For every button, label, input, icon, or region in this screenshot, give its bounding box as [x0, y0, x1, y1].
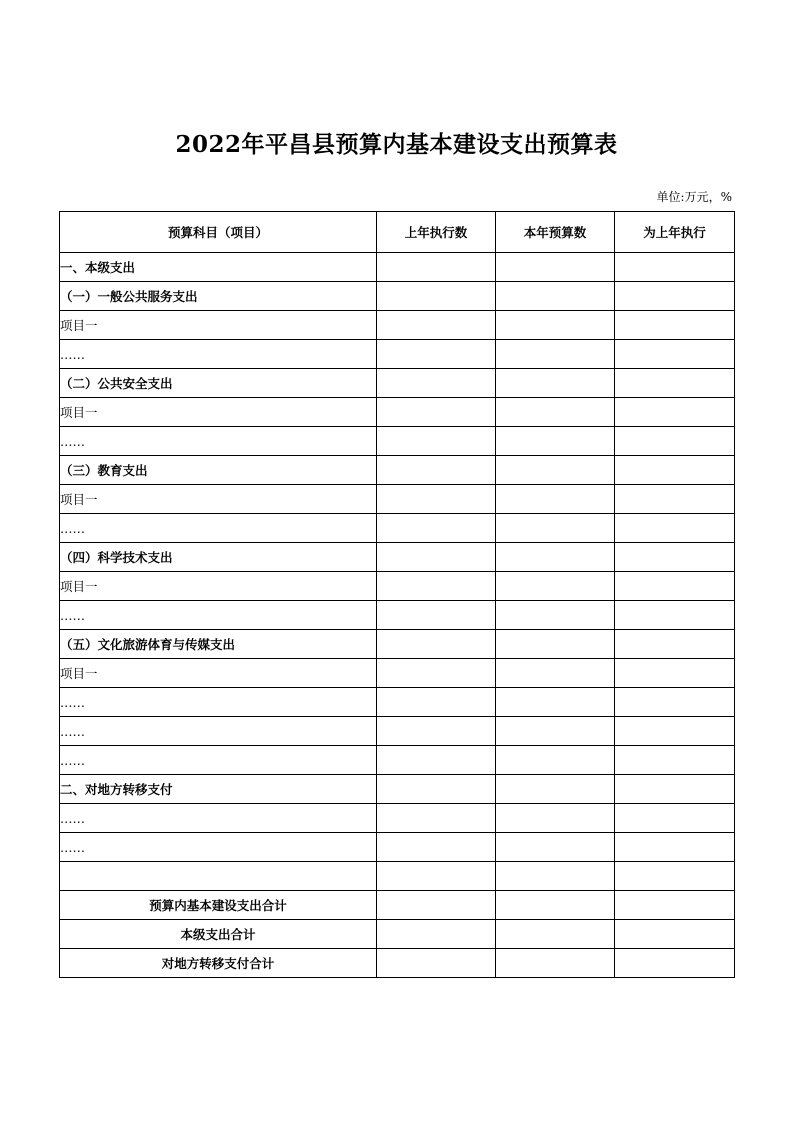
row-label: 本级支出合计	[60, 920, 377, 949]
this-year-cell	[496, 601, 615, 630]
this-year-cell	[496, 804, 615, 833]
table-row	[60, 746, 735, 775]
ratio-cell	[615, 833, 735, 862]
last-year-cell	[377, 630, 496, 659]
unit-label: 单位:万元，%	[656, 190, 732, 204]
ratio-cell	[615, 949, 735, 978]
row-label: ……	[60, 804, 377, 833]
this-year-cell	[496, 311, 615, 340]
table-row	[60, 630, 735, 659]
ratio-cell	[615, 369, 735, 398]
ratio-cell	[615, 717, 735, 746]
this-year-cell	[496, 688, 615, 717]
table-row	[60, 833, 735, 862]
last-year-cell	[377, 427, 496, 456]
table-row	[60, 688, 735, 717]
last-year-cell	[377, 543, 496, 572]
table-row	[60, 398, 735, 427]
last-year-cell	[377, 601, 496, 630]
last-year-cell	[377, 804, 496, 833]
table-row	[60, 601, 735, 630]
row-label: ……	[60, 833, 377, 862]
ratio-cell	[615, 572, 735, 601]
column-header-this-year: 本年预算数	[496, 212, 615, 253]
row-label: ……	[60, 340, 377, 369]
this-year-cell	[496, 398, 615, 427]
row-label: （三）教育支出	[60, 456, 377, 485]
row-label: ……	[60, 746, 377, 775]
table-row	[60, 949, 735, 978]
ratio-cell	[615, 427, 735, 456]
last-year-cell	[377, 775, 496, 804]
last-year-cell	[377, 398, 496, 427]
row-label: （一）一般公共服务支出	[60, 282, 377, 311]
this-year-cell	[496, 485, 615, 514]
table-row	[60, 514, 735, 543]
table-row	[60, 891, 735, 920]
row-label: ……	[60, 601, 377, 630]
row-label: （四）科学技术支出	[60, 543, 377, 572]
ratio-cell	[615, 543, 735, 572]
table-row	[60, 456, 735, 485]
row-label: 一、本级支出	[60, 253, 377, 282]
table-row	[60, 804, 735, 833]
this-year-cell	[496, 833, 615, 862]
this-year-cell	[496, 572, 615, 601]
budget-table	[59, 211, 735, 978]
table-row	[60, 543, 735, 572]
ratio-cell	[615, 920, 735, 949]
ratio-cell	[615, 253, 735, 282]
last-year-cell	[377, 311, 496, 340]
this-year-cell	[496, 369, 615, 398]
this-year-cell	[496, 543, 615, 572]
page-title: 2022年平昌县预算内基本建设支出预算表	[175, 131, 618, 158]
last-year-cell	[377, 862, 496, 891]
row-label: ……	[60, 514, 377, 543]
column-header-ratio: 为上年执行	[615, 212, 735, 253]
row-label: 项目一	[60, 572, 377, 601]
table-row	[60, 775, 735, 804]
last-year-cell	[377, 369, 496, 398]
column-header-last-year: 上年执行数	[377, 212, 496, 253]
last-year-cell	[377, 891, 496, 920]
ratio-cell	[615, 485, 735, 514]
this-year-cell	[496, 717, 615, 746]
last-year-cell	[377, 920, 496, 949]
ratio-cell	[615, 891, 735, 920]
last-year-cell	[377, 949, 496, 978]
table-row	[60, 572, 735, 601]
last-year-cell	[377, 340, 496, 369]
ratio-cell	[615, 775, 735, 804]
table-row	[60, 253, 735, 282]
last-year-cell	[377, 485, 496, 514]
table-row	[60, 717, 735, 746]
last-year-cell	[377, 253, 496, 282]
this-year-cell	[496, 775, 615, 804]
ratio-cell	[615, 746, 735, 775]
this-year-cell	[496, 340, 615, 369]
last-year-cell	[377, 717, 496, 746]
last-year-cell	[377, 282, 496, 311]
row-label: 预算内基本建设支出合计	[60, 891, 377, 920]
row-label: （五）文化旅游体育与传媒支出	[60, 630, 377, 659]
ratio-cell	[615, 659, 735, 688]
this-year-cell	[496, 891, 615, 920]
ratio-cell	[615, 311, 735, 340]
ratio-cell	[615, 514, 735, 543]
table-row	[60, 369, 735, 398]
table-row	[60, 659, 735, 688]
this-year-cell	[496, 456, 615, 485]
this-year-cell	[496, 253, 615, 282]
ratio-cell	[615, 456, 735, 485]
this-year-cell	[496, 949, 615, 978]
last-year-cell	[377, 833, 496, 862]
row-label: 项目一	[60, 485, 377, 514]
ratio-cell	[615, 862, 735, 891]
last-year-cell	[377, 688, 496, 717]
last-year-cell	[377, 514, 496, 543]
table-row	[60, 340, 735, 369]
row-label: ……	[60, 427, 377, 456]
this-year-cell	[496, 514, 615, 543]
ratio-cell	[615, 601, 735, 630]
table-row	[60, 311, 735, 340]
this-year-cell	[496, 746, 615, 775]
row-label: 项目一	[60, 311, 377, 340]
row-label: （二）公共安全支出	[60, 369, 377, 398]
ratio-cell	[615, 688, 735, 717]
last-year-cell	[377, 456, 496, 485]
ratio-cell	[615, 804, 735, 833]
row-label: 项目一	[60, 398, 377, 427]
table-header-row	[60, 212, 735, 253]
row-label: 项目一	[60, 659, 377, 688]
table-row	[60, 920, 735, 949]
last-year-cell	[377, 659, 496, 688]
ratio-cell	[615, 282, 735, 311]
table-row	[60, 485, 735, 514]
row-label: 二、对地方转移支付	[60, 775, 377, 804]
table-row	[60, 427, 735, 456]
column-header-subject: 预算科目（项目）	[60, 212, 377, 253]
last-year-cell	[377, 746, 496, 775]
row-label: ……	[60, 688, 377, 717]
table-row	[60, 862, 735, 891]
table-body	[60, 253, 735, 978]
this-year-cell	[496, 659, 615, 688]
last-year-cell	[377, 572, 496, 601]
table-row	[60, 282, 735, 311]
this-year-cell	[496, 282, 615, 311]
row-label: 对地方转移支付合计	[60, 949, 377, 978]
ratio-cell	[615, 630, 735, 659]
this-year-cell	[496, 630, 615, 659]
ratio-cell	[615, 340, 735, 369]
row-label	[60, 862, 377, 891]
this-year-cell	[496, 920, 615, 949]
this-year-cell	[496, 427, 615, 456]
ratio-cell	[615, 398, 735, 427]
this-year-cell	[496, 862, 615, 891]
row-label: ……	[60, 717, 377, 746]
